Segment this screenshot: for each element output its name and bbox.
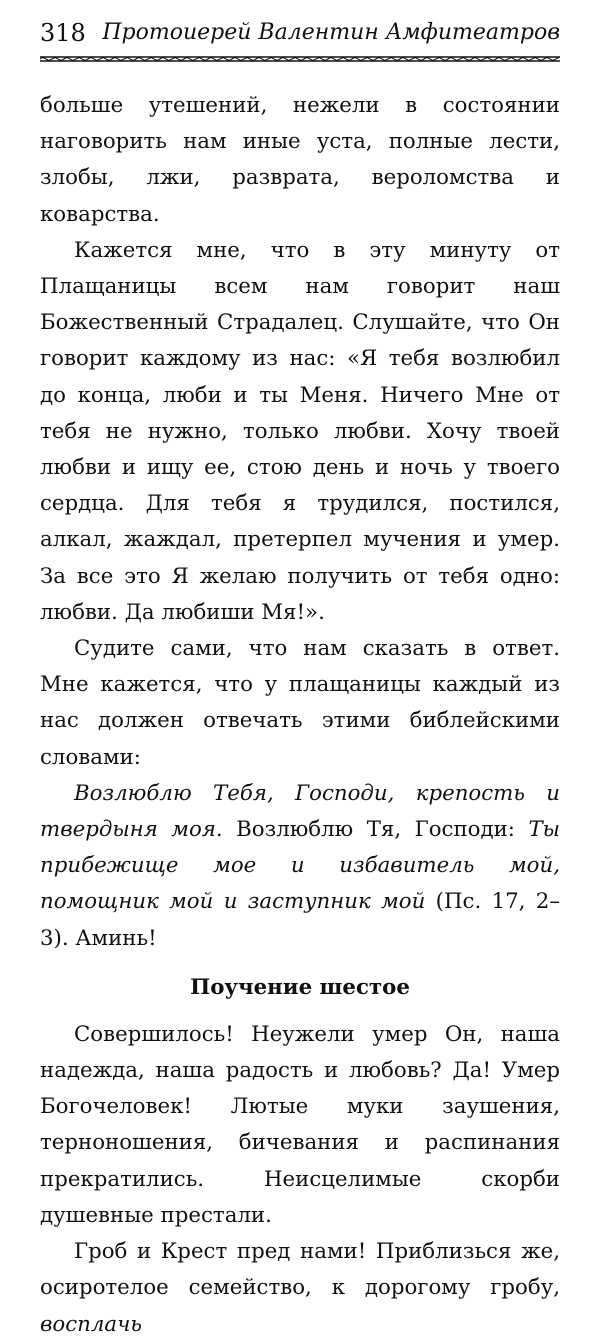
paragraph-3: Судите сами, что нам сказать в ответ. Мне кажется, что у плащаницы каждый из нас должен отвечать этими библейскими словами: (40, 636, 560, 770)
paragraph-6 (40, 1234, 560, 1343)
page-number: 318 (40, 19, 86, 47)
section-heading: Поучение шестое (190, 974, 410, 1000)
paragraph-5: Совершилось! Неужели умер Он, наша надежда, наша радость и любовь? Да! Умер Богочеловек! Лютые муки заушения, терноношения, бичевания и распинания прекратились. Неисцелимые скорби душевные престали. (40, 1021, 560, 1228)
scripture-reference: (Пс. 17, 2–3). Аминь! (40, 889, 560, 951)
page-body (40, 88, 560, 1343)
scripture-quote-3: Ты прибежище мое и избавитель мой, помощник мой и заступник мой (40, 817, 561, 915)
paragraph-4 (40, 776, 560, 957)
ornamental-rule (40, 56, 560, 62)
scripture-quote-2: Возлюблю Тя, Господи: (222, 817, 529, 843)
paragraph-1: больше утешений, нежели в состоянии наговорить нам иные уста, полные лести, злобы, лжи, разврата, вероломства и коварства. (40, 93, 560, 227)
paragraph-6-text: Гроб и Крест пред нами! Приблизься же, осиротелое семейство, к дорогому гробу, (40, 1239, 560, 1301)
paragraph-2: Кажется мне, что в эту минуту от Плащаницы всем нам говорит наш Божественный Страдалец. Слушайте, что Он говорит каждому из нас: «Я тебя возлюбил до конца, люби и ты Меня. Ничего Мне от тебя не нужно, только любви. Хочу твоей любви и ищу ее, стою день и ночь у твоего сердца. Для тебя я трудился, постился, алкал, жаждал, претерпел мучения и умер. За все это Я желаю получить от тебя одно: любви. Да любиши Мя!». (40, 237, 560, 625)
page-header (40, 18, 560, 52)
scripture-quote-1: Возлюблю Тебя, Господи, крепость и твердыня моя. (40, 780, 560, 843)
running-head: Протоиерей Валентин Амфитеатров (102, 20, 560, 45)
paragraph-6-italic: восплачь (40, 1311, 142, 1337)
